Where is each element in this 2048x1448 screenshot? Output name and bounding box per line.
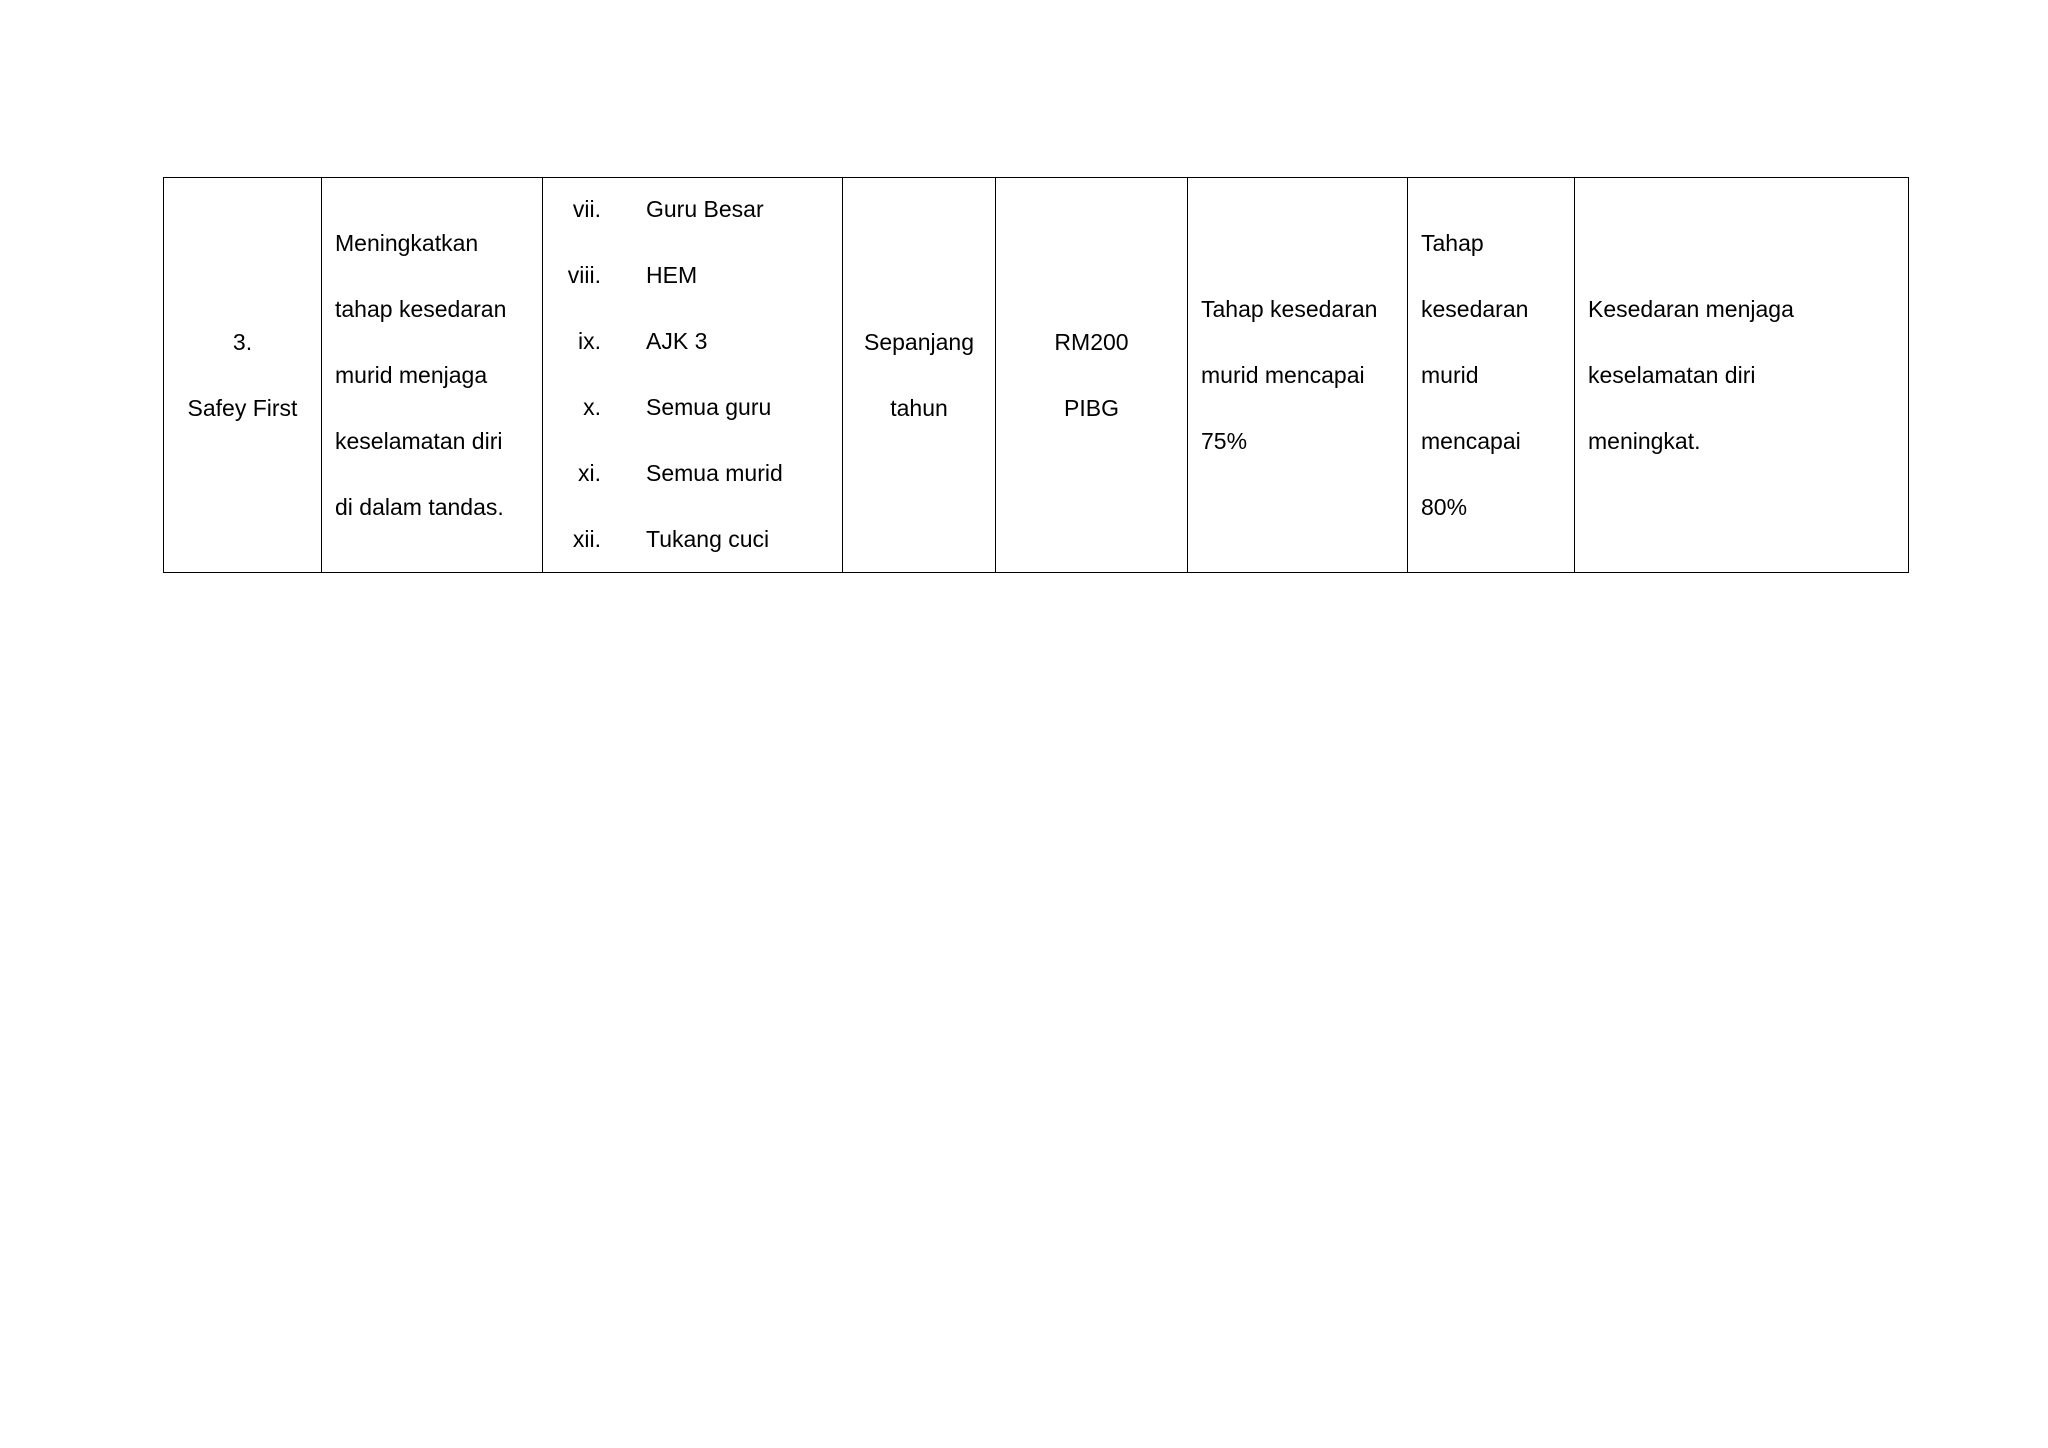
objective-line: di dalam tandas. <box>335 494 504 520</box>
program-cell <box>164 178 322 573</box>
kpi-line: murid mencapai <box>1201 362 1365 388</box>
committee-cell <box>543 178 843 573</box>
duration-cell <box>843 178 996 573</box>
kpi-line: Tahap kesedaran <box>1201 296 1378 322</box>
list-item-number: vii. <box>572 196 601 222</box>
program-name: Safey First <box>187 395 298 421</box>
outcome-line: Kesedaran menjaga <box>1588 296 1794 322</box>
list-item-label: Semua guru <box>646 394 772 420</box>
committee-list <box>543 176 842 572</box>
objective-line: keselamatan diri <box>335 428 503 454</box>
kpi-cell <box>1188 178 1408 573</box>
objective-line: murid menjaga <box>335 362 488 388</box>
duration-line: tahun <box>890 395 948 421</box>
list-item <box>543 242 842 308</box>
list-item-number: xii. <box>572 526 601 552</box>
target-line: murid <box>1421 362 1479 388</box>
list-item <box>543 374 842 440</box>
target-line: kesedaran <box>1421 296 1529 322</box>
list-item-number: ix. <box>578 328 601 354</box>
target-line: 80% <box>1421 494 1468 520</box>
target-cell <box>1408 178 1575 573</box>
outcome-line: keselamatan diri <box>1588 362 1756 388</box>
target-line: mencapai <box>1421 428 1521 454</box>
list-item-label: Semua murid <box>646 460 783 486</box>
list-item-label: Guru Besar <box>646 196 764 222</box>
list-item-number: x. <box>583 394 601 420</box>
list-item <box>543 308 842 374</box>
list-item <box>543 440 842 506</box>
outcome-line: meningkat. <box>1588 428 1701 454</box>
outcome-cell <box>1575 178 1909 573</box>
list-item <box>543 176 842 242</box>
list-item-number: xi. <box>578 460 601 486</box>
list-item <box>543 506 842 572</box>
kpi-line: 75% <box>1201 428 1248 454</box>
objective-line: tahap kesedaran <box>335 296 507 322</box>
cost-amount: RM200 <box>1054 329 1129 355</box>
target-line: Tahap <box>1421 230 1484 256</box>
objective-cell <box>322 178 543 573</box>
list-item-label: AJK 3 <box>646 328 708 354</box>
objective-line: Meningkatkan <box>335 230 479 256</box>
program-table <box>163 177 1909 573</box>
list-item-number: viii. <box>567 262 601 288</box>
list-item-label: Tukang cuci <box>646 526 770 552</box>
list-item-label: HEM <box>646 262 698 288</box>
cost-cell <box>996 178 1188 573</box>
duration-line: Sepanjang <box>864 329 974 355</box>
cost-source: PIBG <box>1064 395 1119 421</box>
table-row <box>164 178 1909 573</box>
program-number: 3. <box>232 329 253 355</box>
